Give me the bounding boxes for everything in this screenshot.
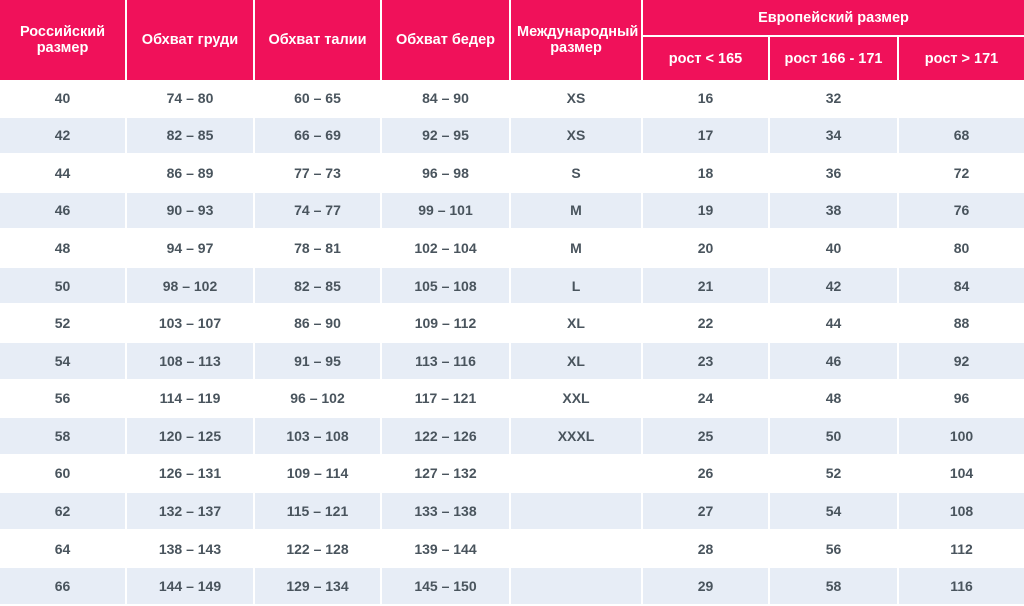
table-cell: 98 – 102 [127, 268, 255, 306]
table-cell: 122 – 126 [382, 418, 511, 456]
table-cell: 82 – 85 [127, 118, 255, 156]
table-cell: XL [511, 305, 643, 343]
table-cell: 104 [899, 456, 1024, 494]
table-cell: 127 – 132 [382, 456, 511, 494]
table-cell: XXXL [511, 418, 643, 456]
table-cell [511, 531, 643, 569]
table-cell: 117 – 121 [382, 381, 511, 419]
table-row [0, 305, 1024, 343]
table-cell: 139 – 144 [382, 531, 511, 569]
table-cell: 96 [899, 381, 1024, 419]
table-cell: 28 [643, 531, 770, 569]
table-cell: 108 – 113 [127, 343, 255, 381]
table-cell: 66 [0, 568, 127, 606]
table-cell: 60 [0, 456, 127, 494]
table-cell: 115 – 121 [255, 493, 382, 531]
table-cell: 19 [643, 193, 770, 231]
table-row [0, 418, 1024, 456]
table-cell: 17 [643, 118, 770, 156]
table-cell: 23 [643, 343, 770, 381]
table-cell: 40 [770, 230, 899, 268]
table-cell: 96 – 102 [255, 381, 382, 419]
table-cell: 103 – 108 [255, 418, 382, 456]
table-row [0, 343, 1024, 381]
col-header-chest: Обхват груди [127, 0, 255, 80]
table-cell: 112 [899, 531, 1024, 569]
table-cell: 120 – 125 [127, 418, 255, 456]
table-row [0, 193, 1024, 231]
table-cell: 52 [770, 456, 899, 494]
table-cell: 64 [0, 531, 127, 569]
table-cell: 109 – 112 [382, 305, 511, 343]
table-cell: 109 – 114 [255, 456, 382, 494]
table-row [0, 155, 1024, 193]
table-row [0, 381, 1024, 419]
table-cell: 56 [770, 531, 899, 569]
table-row [0, 531, 1024, 569]
col-header-height-166-171: рост 166 - 171 [770, 37, 899, 80]
table-row [0, 230, 1024, 268]
table-cell: 86 – 90 [255, 305, 382, 343]
table-cell: 129 – 134 [255, 568, 382, 606]
table-cell: XL [511, 343, 643, 381]
table-cell: XS [511, 80, 643, 118]
table-cell: 66 – 69 [255, 118, 382, 156]
table-cell: 62 [0, 493, 127, 531]
table-row [0, 118, 1024, 156]
table-cell: 78 – 81 [255, 230, 382, 268]
table-cell: 126 – 131 [127, 456, 255, 494]
table-cell: 56 [0, 381, 127, 419]
col-header-height-gt-171: рост > 171 [899, 37, 1024, 80]
table-cell: 105 – 108 [382, 268, 511, 306]
table-cell: 108 [899, 493, 1024, 531]
table-cell: 80 [899, 230, 1024, 268]
table-cell: 44 [0, 155, 127, 193]
table-cell: 103 – 107 [127, 305, 255, 343]
table-cell: 20 [643, 230, 770, 268]
table-cell: 48 [770, 381, 899, 419]
table-cell: 76 [899, 193, 1024, 231]
table-cell: 90 – 93 [127, 193, 255, 231]
table-cell [899, 80, 1024, 118]
col-header-european-size: Европейский размер [643, 0, 1024, 37]
table-cell: 29 [643, 568, 770, 606]
table-row [0, 568, 1024, 606]
table-cell: 50 [770, 418, 899, 456]
table-cell [511, 493, 643, 531]
table-cell: 99 – 101 [382, 193, 511, 231]
table-cell: M [511, 193, 643, 231]
table-cell: 84 – 90 [382, 80, 511, 118]
table-cell: 54 [770, 493, 899, 531]
table-cell: 84 [899, 268, 1024, 306]
table-cell: 42 [0, 118, 127, 156]
col-header-waist: Обхват талии [255, 0, 382, 80]
table-cell: 133 – 138 [382, 493, 511, 531]
table-cell: 92 – 95 [382, 118, 511, 156]
table-cell: 58 [0, 418, 127, 456]
table-cell: M [511, 230, 643, 268]
table-row [0, 268, 1024, 306]
table-cell: 74 – 77 [255, 193, 382, 231]
col-header-international-size: Международный размер [511, 0, 643, 80]
table-cell: 34 [770, 118, 899, 156]
table-cell: 38 [770, 193, 899, 231]
table-cell: 91 – 95 [255, 343, 382, 381]
table-cell: 82 – 85 [255, 268, 382, 306]
table-cell: 138 – 143 [127, 531, 255, 569]
table-cell: 100 [899, 418, 1024, 456]
table-cell: XS [511, 118, 643, 156]
table-cell: 60 – 65 [255, 80, 382, 118]
table-cell: 25 [643, 418, 770, 456]
table-cell: 68 [899, 118, 1024, 156]
table-cell [511, 568, 643, 606]
table-body [0, 80, 1024, 606]
table-cell: 88 [899, 305, 1024, 343]
table-cell: 145 – 150 [382, 568, 511, 606]
table-header [0, 0, 1024, 80]
table-cell: 144 – 149 [127, 568, 255, 606]
table-cell: 36 [770, 155, 899, 193]
table-cell: 113 – 116 [382, 343, 511, 381]
table-cell: 114 – 119 [127, 381, 255, 419]
table-cell: 58 [770, 568, 899, 606]
table-cell: 21 [643, 268, 770, 306]
table-cell: 46 [0, 193, 127, 231]
table-cell: 102 – 104 [382, 230, 511, 268]
table-cell: 50 [0, 268, 127, 306]
table-cell: 72 [899, 155, 1024, 193]
table-cell: 44 [770, 305, 899, 343]
table-row [0, 493, 1024, 531]
table-cell: L [511, 268, 643, 306]
table-cell: 42 [770, 268, 899, 306]
table-cell: 74 – 80 [127, 80, 255, 118]
table-cell: 48 [0, 230, 127, 268]
table-cell: 46 [770, 343, 899, 381]
table-cell: 122 – 128 [255, 531, 382, 569]
table-cell: 77 – 73 [255, 155, 382, 193]
table-cell: 132 – 137 [127, 493, 255, 531]
table-cell: 22 [643, 305, 770, 343]
table-cell: 18 [643, 155, 770, 193]
table-cell: 94 – 97 [127, 230, 255, 268]
table-cell: 27 [643, 493, 770, 531]
table-cell: XXL [511, 381, 643, 419]
col-header-russian-size: Российский размер [0, 0, 127, 80]
table-cell: 86 – 89 [127, 155, 255, 193]
table-row [0, 80, 1024, 118]
table-cell: S [511, 155, 643, 193]
table-cell: 92 [899, 343, 1024, 381]
table-cell: 16 [643, 80, 770, 118]
table-cell: 116 [899, 568, 1024, 606]
table-row [0, 456, 1024, 494]
table-cell: 24 [643, 381, 770, 419]
table-cell [511, 456, 643, 494]
table-cell: 40 [0, 80, 127, 118]
col-header-hips: Обхват бедер [382, 0, 511, 80]
table-cell: 54 [0, 343, 127, 381]
col-header-height-lt-165: рост < 165 [643, 37, 770, 80]
table-cell: 52 [0, 305, 127, 343]
table-cell: 96 – 98 [382, 155, 511, 193]
table-cell: 32 [770, 80, 899, 118]
table-cell: 26 [643, 456, 770, 494]
